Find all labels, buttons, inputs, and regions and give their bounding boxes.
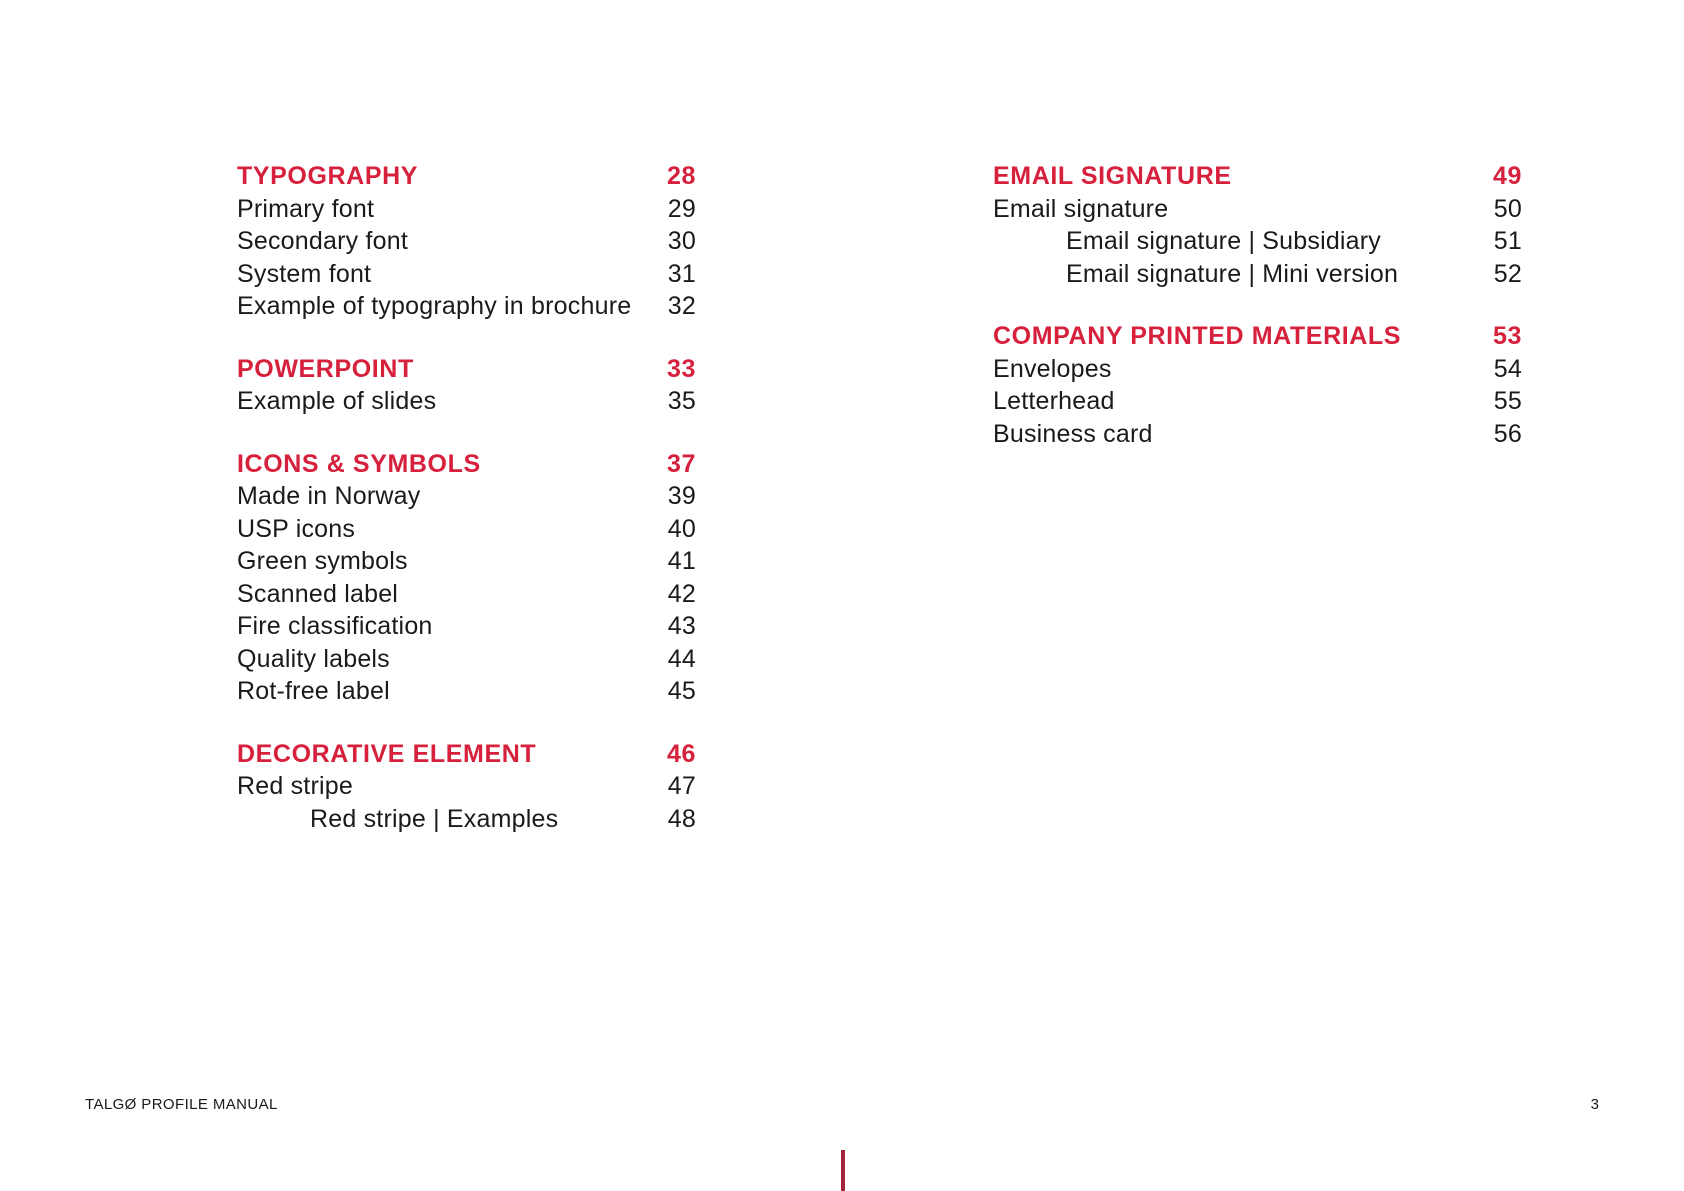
- toc-entry-label: Red stripe: [237, 772, 353, 800]
- toc-entry-page-number: 52: [1493, 259, 1522, 288]
- toc-entry-page-number: 35: [667, 387, 696, 415]
- toc-entry-page-number: 40: [667, 514, 696, 543]
- toc-entry-label: Example of slides: [237, 387, 437, 415]
- toc-entry-page-number: 55: [1493, 387, 1522, 415]
- toc-entry-page-number: 44: [667, 644, 696, 673]
- toc-section-heading[interactable]: [993, 320, 1522, 353]
- toc-section: [237, 738, 696, 836]
- toc-entry-label: Example of typography in brochure: [237, 292, 632, 320]
- toc-entry[interactable]: [237, 610, 696, 643]
- toc-entry-label: Made in Norway: [237, 482, 421, 510]
- red-stripe-decoration: [841, 1150, 845, 1191]
- footer-manual-title: TALGØ PROFILE MANUAL: [85, 1096, 278, 1113]
- toc-entry[interactable]: [237, 225, 696, 258]
- toc-entry-page-number: 43: [667, 612, 696, 640]
- toc-entry[interactable]: [237, 513, 696, 546]
- toc-entry-label: Letterhead: [993, 387, 1115, 415]
- toc-entry-page-number: 46: [666, 739, 696, 768]
- toc-entry-label: POWERPOINT: [237, 354, 414, 383]
- toc-entry-page-number: 50: [1493, 194, 1522, 223]
- toc-entry-page-number: 42: [667, 579, 696, 608]
- toc-entry[interactable]: [237, 643, 696, 676]
- toc-entry-page-number: 41: [667, 547, 696, 575]
- toc-section: [237, 160, 696, 323]
- toc-entry[interactable]: [237, 770, 696, 803]
- toc-section: [237, 353, 696, 418]
- toc-entry-label: Envelopes: [993, 354, 1112, 383]
- toc-entry[interactable]: [237, 675, 696, 708]
- toc-entry-page-number: 37: [666, 449, 696, 478]
- footer-page-number: 3: [1590, 1096, 1599, 1113]
- toc-entry-label: Primary font: [237, 194, 375, 223]
- toc-entry[interactable]: [993, 193, 1522, 226]
- toc-entry-label: Rot-free label: [237, 677, 390, 705]
- toc-entry[interactable]: [237, 290, 696, 323]
- toc-entry-page-number: 54: [1493, 354, 1522, 383]
- toc-entry-label: System font: [237, 259, 372, 288]
- toc-section-heading[interactable]: [237, 160, 696, 193]
- toc-entry[interactable]: [237, 480, 696, 513]
- toc-section-heading[interactable]: [237, 738, 696, 771]
- toc-entry-page-number: 39: [667, 482, 696, 510]
- toc-entry[interactable]: [237, 193, 696, 226]
- toc-entry-page-number: 33: [666, 354, 696, 383]
- toc-section: [993, 320, 1522, 450]
- toc-entry-page-number: 48: [667, 804, 696, 833]
- toc-column-right: [993, 160, 1522, 480]
- toc-section-heading[interactable]: [237, 353, 696, 386]
- toc-entry[interactable]: [993, 353, 1522, 386]
- toc-entry-label: Email signature | Mini version: [1066, 259, 1399, 288]
- toc-entry-label: ICONS & SYMBOLS: [237, 449, 481, 478]
- toc-entry-page-number: 56: [1493, 419, 1522, 448]
- toc-entry[interactable]: [237, 578, 696, 611]
- toc-entry[interactable]: [237, 545, 696, 578]
- toc-entry[interactable]: [993, 418, 1522, 451]
- toc-entry[interactable]: [993, 225, 1522, 258]
- toc-entry-page-number: 53: [1492, 322, 1522, 350]
- toc-entry[interactable]: [237, 385, 696, 418]
- toc-entry-label: Red stripe | Examples: [310, 804, 559, 833]
- toc-section-heading[interactable]: [993, 160, 1522, 193]
- toc-entry-page-number: 51: [1493, 227, 1522, 255]
- toc-entry-page-number: 28: [666, 162, 696, 190]
- toc-section: [237, 448, 696, 708]
- toc-entry-label: EMAIL SIGNATURE: [993, 162, 1232, 190]
- toc-entry-label: Business card: [993, 419, 1153, 448]
- toc-entry-label: USP icons: [237, 514, 356, 543]
- toc-entry-label: Quality labels: [237, 644, 390, 673]
- toc-entry-label: TYPOGRAPHY: [237, 162, 419, 190]
- toc-entry[interactable]: [237, 258, 696, 291]
- toc-entry-page-number: 49: [1492, 162, 1522, 190]
- toc-entry-page-number: 32: [667, 292, 696, 320]
- toc-entry-label: COMPANY PRINTED MATERIALS: [993, 322, 1402, 350]
- toc-entry[interactable]: [237, 803, 696, 836]
- toc-section: [993, 160, 1522, 290]
- toc-entry-page-number: 31: [667, 259, 696, 288]
- toc-entry-label: Secondary font: [237, 227, 408, 255]
- toc-entry-page-number: 45: [667, 677, 696, 705]
- toc-entry-label: Scanned label: [237, 579, 399, 608]
- toc-entry-label: Email signature: [993, 194, 1169, 223]
- toc-entry-label: DECORATIVE ELEMENT: [237, 739, 537, 768]
- toc-entry-label: Green symbols: [237, 547, 408, 575]
- toc-entry[interactable]: [993, 258, 1522, 291]
- toc-section-heading[interactable]: [237, 448, 696, 481]
- toc-entry[interactable]: [993, 385, 1522, 418]
- toc-entry-page-number: 29: [667, 194, 696, 223]
- toc-entry-label: Fire classification: [237, 612, 433, 640]
- toc-entry-page-number: 30: [667, 227, 696, 255]
- toc-column-left: [237, 160, 696, 865]
- toc-entry-label: Email signature | Subsidiary: [1066, 227, 1382, 255]
- toc-entry-page-number: 47: [667, 772, 696, 800]
